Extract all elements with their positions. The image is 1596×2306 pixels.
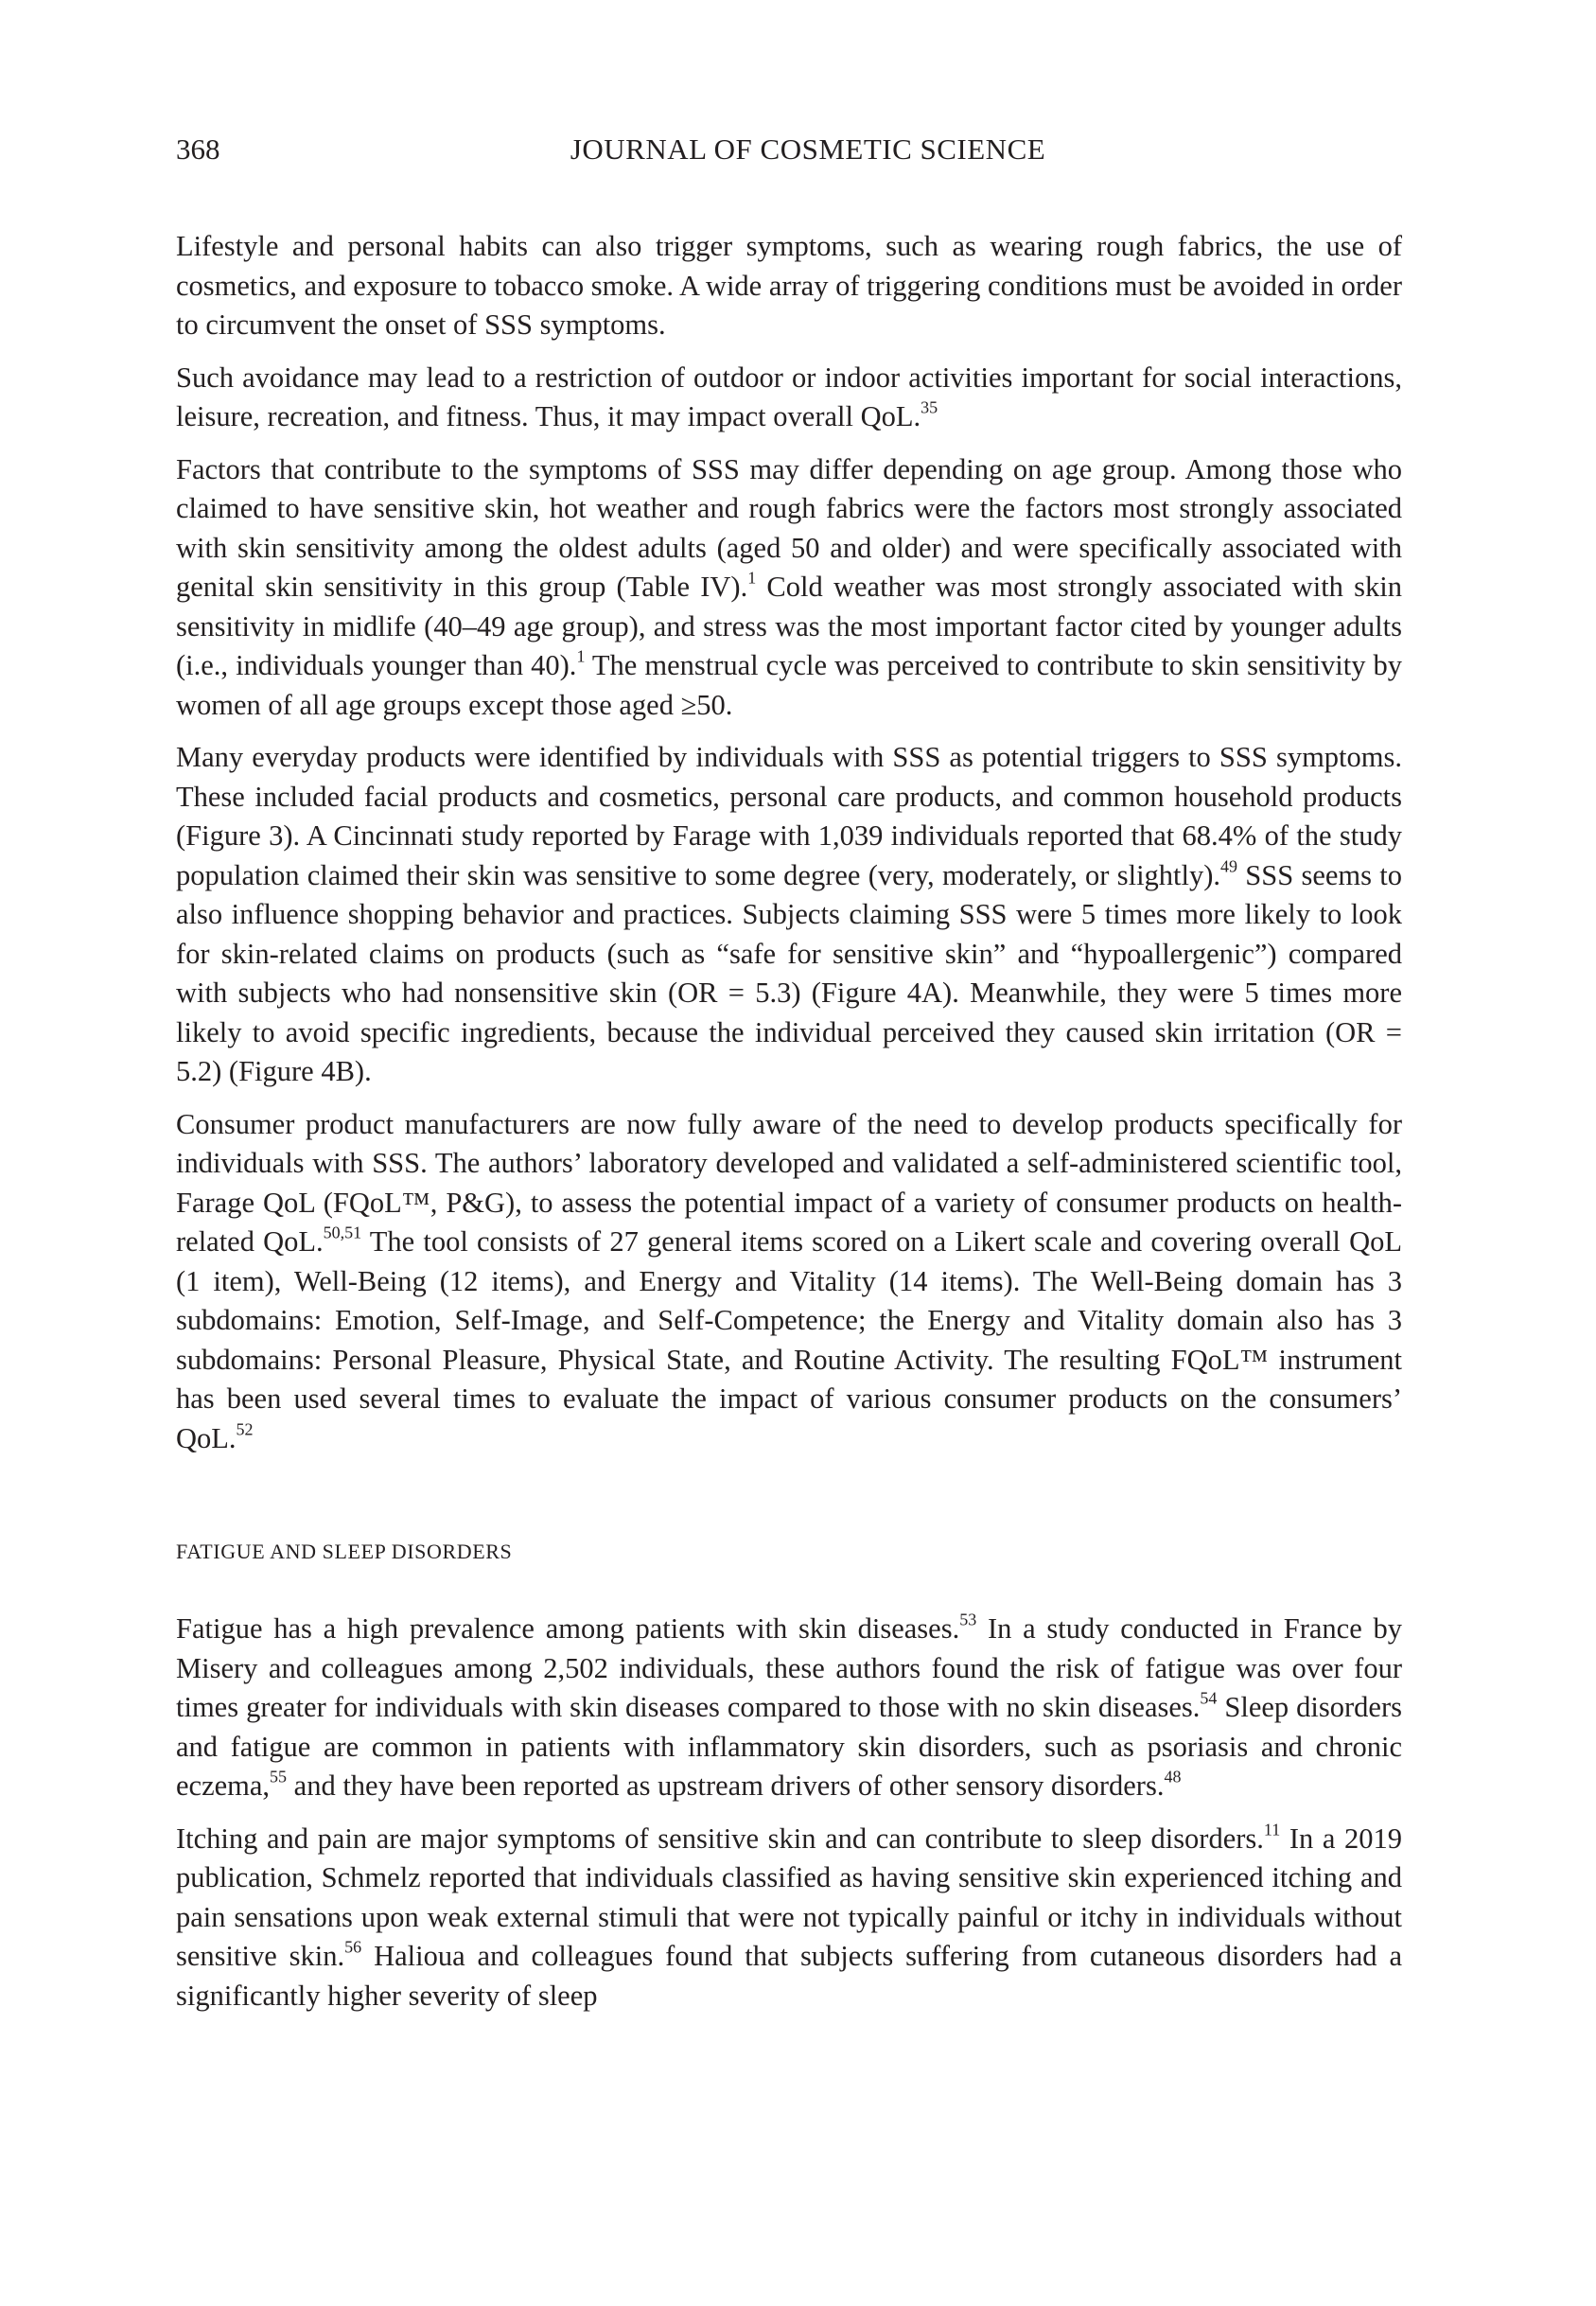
- paragraph-text: Many everyday products were identified by individuals with SSS as potential triggers to SSS symptoms. These included facial products and cosmetics, personal care products, and common household products (Figure 3). A Cincinnati study reported by Farage with 1,039 individuals reported that 68.4% of the study population claimed their skin was sensitive to some degree (very, moderately, or slightly).: [176, 741, 1402, 891]
- citation-superscript: 11: [1263, 1820, 1281, 1839]
- paragraph-text: Such avoidance may lead to a restriction of outdoor or indoor activities important for social interactions, leisure, recreation, and fitness. Thus, it may impact overall QoL.: [176, 361, 1402, 432]
- paragraphs-after-section: [176, 1610, 1402, 2016]
- paragraph-text: The menstrual cycle was perceived to contribute to skin sensitivity by women of all age groups except those aged ≥50.: [176, 649, 1402, 721]
- citation-superscript: 52: [236, 1419, 254, 1438]
- body-text: [176, 227, 1402, 2016]
- body-paragraph: [176, 450, 1402, 726]
- paragraph-text: Cold weather was most strongly associated with skin sensitivity in midlife (40–49 age group), and stress was the most important factor cited by younger adults (i.e., individuals younger than 40).: [176, 571, 1402, 681]
- citation-superscript: 53: [959, 1610, 977, 1629]
- paragraph-text: Lifestyle and personal habits can also trigger symptoms, such as wearing rough fabrics, the use of cosmetics, and exposure to tobacco smoke. A wide array of triggering conditions must be avoided in order to circumvent the onset of SSS symptoms.: [176, 230, 1402, 341]
- citation-superscript: 49: [1220, 856, 1238, 875]
- citation-superscript: 35: [921, 397, 938, 417]
- citation-superscript: 55: [270, 1767, 288, 1787]
- body-paragraph: [176, 1820, 1402, 2016]
- paragraph-text: Sleep disorders and fatigue are common in patients with inflammatory skin disorders, such as psoriasis and chronic eczema,: [176, 1691, 1402, 1802]
- citation-superscript: 50,51: [323, 1223, 362, 1242]
- citation-superscript: 1: [747, 568, 757, 588]
- citation-superscript: 56: [344, 1937, 362, 1957]
- paragraph-text: Factors that contribute to the symptoms of SSS may differ depending on age group. Among those who claimed to have sensitive skin, hot weather and rough fabrics were the factors most strongly associated with skin sensitivity among the oldest adults (aged 50 and older) and were specifically associated with genital skin sensitivity in this group (Table IV).: [176, 452, 1402, 603]
- body-paragraph: [176, 227, 1402, 345]
- citation-superscript: 48: [1164, 1767, 1182, 1787]
- section-heading: FATIGUE AND SLEEP DISORDERS: [176, 1540, 513, 1563]
- body-paragraph: [176, 359, 1402, 437]
- citation-superscript: 54: [1200, 1688, 1218, 1708]
- paragraph-text: SSS seems to also influence shopping behavior and practices. Subjects claiming SSS were 5 times more likely to look for skin-related claims on products (such as “safe for sensitive skin” and “hypoallergenic”) compared with subjects who had nonsensitive skin (OR = 5.3) (Figure 4A). Meanwhile, they were 5 times more likely to avoid specific ingredients, because the individual perceived they caused skin irritation (OR = 5.2) (Figure 4B).: [176, 858, 1402, 1087]
- paragraph-text: In a study conducted in France by Misery and colleagues among 2,502 individuals, these authors found the risk of fatigue was over four times greater for individuals with skin diseases compared to those with no skin diseases.: [176, 1612, 1402, 1723]
- paragraph-text: Fatigue has a high prevalence among patients with skin diseases.: [176, 1612, 960, 1645]
- paragraph-text: and they have been reported as upstream drivers of other sensory disorders.: [287, 1769, 1165, 1802]
- running-header: [176, 131, 1402, 168]
- paragraph-text: Consumer product manufacturers are now fully aware of the need to develop products specifically for individuals with SSS. The authors’ laboratory developed and validated a self-administered scientific tool, Farage QoL (FQoL™, P&G), to assess the potential impact of a variety of consumer products on health-related QoL.: [176, 1107, 1402, 1258]
- paragraph-text: Itching and pain are major symptoms of sensitive skin and can contribute to sleep disorders.: [176, 1822, 1264, 1855]
- paragraph-text: Halioua and colleagues found that subjects suffering from cutaneous disorders had a significantly higher severity of sleep: [176, 1940, 1402, 2012]
- journal-title: JOURNAL OF COSMETIC SCIENCE: [570, 132, 1046, 166]
- page-number: 368: [176, 132, 220, 166]
- journal-page: [176, 131, 1402, 2029]
- body-paragraph: [176, 738, 1402, 1092]
- paragraphs-before-section: [176, 227, 1402, 1458]
- citation-superscript: 1: [576, 646, 586, 666]
- body-paragraph: [176, 1610, 1402, 1806]
- paragraph-text: The tool consists of 27 general items scored on a Likert scale and covering overall QoL (1 item), Well-Being (12 items), and Energy and Vitality (14 items). The Well-Being domain has 3 subdomains: Emotion, Self-Image, and Self-Competence; the Energy and Vitality domain also has 3 subdomains: Personal Pleasure, Physical State, and Routine Activity. The resulting FQoL™ instrument has been used several times to evaluate the impact of various consumer products on the consumers’ QoL.: [176, 1225, 1402, 1454]
- body-paragraph: [176, 1105, 1402, 1459]
- paragraph-text: In a 2019 publication, Schmelz reported that individuals classified as having sensitive skin experienced itching and pain sensations upon weak external stimuli that were not typically painful or itchy in individuals without sensitive skin.: [176, 1822, 1402, 1972]
